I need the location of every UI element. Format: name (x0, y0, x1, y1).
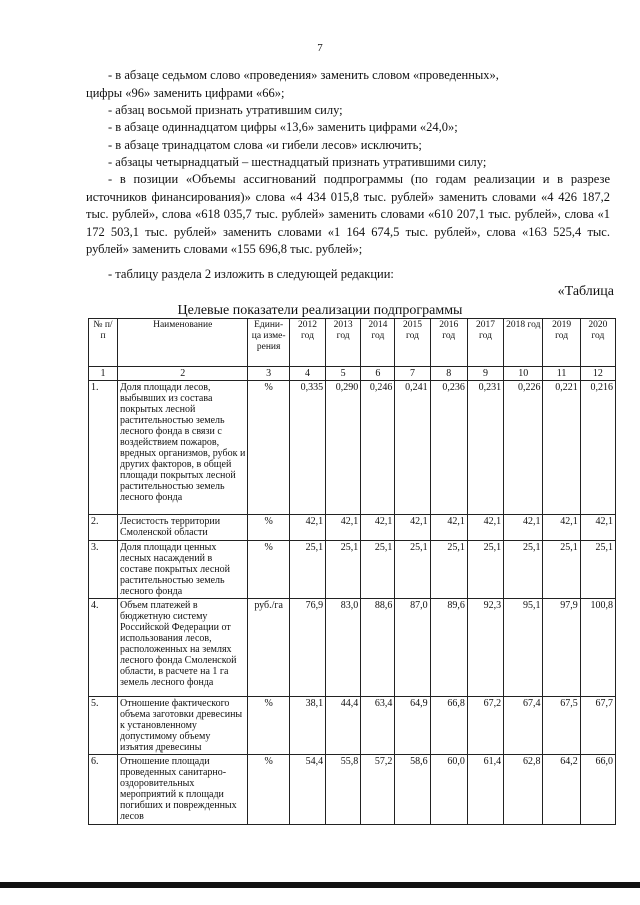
scan-edge-bar (0, 882, 640, 888)
row-name: Лесистость территории Смоленской области (117, 515, 247, 541)
row-value: 87,0 (395, 599, 430, 697)
row-value: 95,1 (504, 599, 543, 697)
paragraph-3: - в абзаце одиннадцатом цифры «13,6» заменить цифрами «24,0»; (108, 120, 458, 134)
row-value: 42,1 (289, 515, 325, 541)
row-value: 88,6 (361, 599, 395, 697)
header-year: 2013 год (326, 319, 361, 367)
col-number: 3 (248, 367, 289, 381)
indicators-table (88, 318, 616, 825)
page-number: 7 (317, 42, 323, 54)
row-value: 83,0 (326, 599, 361, 697)
row-value: 42,1 (430, 515, 467, 541)
col-number: 5 (326, 367, 361, 381)
row-value: 44,4 (326, 697, 361, 755)
row-unit: руб./га (248, 599, 289, 697)
row-value: 25,1 (395, 541, 430, 599)
header-num: № п/п (89, 319, 118, 367)
row-value: 66,8 (430, 697, 467, 755)
paragraph-1: - в абзаце седьмом слово «проведения» заменить словом «проведенных», (108, 68, 499, 82)
header-year: 2014 год (361, 319, 395, 367)
row-value: 100,8 (580, 599, 615, 697)
header-year: 2012 год (289, 319, 325, 367)
row-value: 67,5 (543, 697, 580, 755)
row-value: 54,4 (289, 755, 325, 825)
row-value: 25,1 (580, 541, 615, 599)
table-row (89, 381, 616, 515)
header-name: Наименование (117, 319, 247, 367)
row-value: 64,9 (395, 697, 430, 755)
row-value: 42,1 (326, 515, 361, 541)
row-value: 42,1 (543, 515, 580, 541)
row-value: 42,1 (467, 515, 503, 541)
header-year: 2019 год (543, 319, 580, 367)
row-name: Объем платежей в бюджетную систему Российской Федерации от использования лесов, расположенных на землях лесного фонда Смоленской области, в расчете на 1 га земель лесного фонда (117, 599, 247, 697)
col-number: 4 (289, 367, 325, 381)
row-value: 42,1 (580, 515, 615, 541)
header-year: 2018 год (504, 319, 543, 367)
table-row (89, 697, 616, 755)
col-number: 7 (395, 367, 430, 381)
row-value: 89,6 (430, 599, 467, 697)
row-value: 64,2 (543, 755, 580, 825)
row-num: 4. (89, 599, 118, 697)
row-value: 67,4 (504, 697, 543, 755)
row-value: 62,8 (504, 755, 543, 825)
row-value: 92,3 (467, 599, 503, 697)
row-value: 0,236 (430, 381, 467, 515)
row-num: 1. (89, 381, 118, 515)
paragraph-4: - в абзаце тринадцатом слова «и гибели лесов» исключить; (108, 138, 422, 152)
row-unit: % (248, 755, 289, 825)
row-value: 0,221 (543, 381, 580, 515)
row-value: 0,335 (289, 381, 325, 515)
row-value: 0,231 (467, 381, 503, 515)
table-row (89, 541, 616, 599)
row-name: Доля площади лесов, выбывших из состава покрытых лесной растительностью земель лесного фонда в связи с воздействием пожаров, вредных организмов, рубок и других факторов, в общей площади покрытых лесной растительностью земель лесного фонда (117, 381, 247, 515)
row-num: 5. (89, 697, 118, 755)
paragraph-7: - таблицу раздела 2 изложить в следующей редакции: (108, 267, 394, 281)
col-number: 10 (504, 367, 543, 381)
col-number: 2 (117, 367, 247, 381)
row-value: 58,6 (395, 755, 430, 825)
row-name: Отношение площади проведенных санитарно-оздоровительных мероприятий к площади погибших и поврежденных лесов (117, 755, 247, 825)
table-note: «Таблица (557, 284, 614, 299)
table-row (89, 755, 616, 825)
table-row (89, 599, 616, 697)
row-value: 76,9 (289, 599, 325, 697)
row-value: 0,216 (580, 381, 615, 515)
row-value: 66,0 (580, 755, 615, 825)
col-number: 1 (89, 367, 118, 381)
row-value: 97,9 (543, 599, 580, 697)
col-number: 12 (580, 367, 615, 381)
row-value: 57,2 (361, 755, 395, 825)
header-year: 2017 год (467, 319, 503, 367)
row-value: 0,226 (504, 381, 543, 515)
row-value: 67,2 (467, 697, 503, 755)
header-unit: Едини- ца изме- рения (248, 319, 289, 367)
row-value: 42,1 (361, 515, 395, 541)
row-value: 25,1 (543, 541, 580, 599)
row-num: 6. (89, 755, 118, 825)
col-number: 8 (430, 367, 467, 381)
header-year: 2016 год (430, 319, 467, 367)
column-number-row (89, 367, 616, 381)
row-value: 61,4 (467, 755, 503, 825)
row-value: 55,8 (326, 755, 361, 825)
col-number: 6 (361, 367, 395, 381)
row-value: 0,241 (395, 381, 430, 515)
row-num: 2. (89, 515, 118, 541)
paragraph-1-cont: цифры «96» заменить цифрами «66»; (86, 86, 285, 100)
row-value: 60,0 (430, 755, 467, 825)
row-unit: % (248, 697, 289, 755)
table-title: Целевые показатели реализации подпрограммы (177, 303, 463, 318)
row-value: 25,1 (504, 541, 543, 599)
col-number: 9 (467, 367, 503, 381)
table-row (89, 515, 616, 541)
row-value: 42,1 (395, 515, 430, 541)
row-value: 0,246 (361, 381, 395, 515)
row-value: 25,1 (289, 541, 325, 599)
row-value: 25,1 (430, 541, 467, 599)
paragraph-2: - абзац восьмой признать утратившим силу; (108, 103, 343, 117)
row-unit: % (248, 541, 289, 599)
paragraph-6: - в позиции «Объемы ассигнований подпрограммы (по годам реализации и в разрезе источников финансирования)» слова «4 434 015,8 тыс. рублей» заменить словами «4 426 187,2 тыс. рублей», слова «618 035,7 тыс. рублей» заменить словами «610 207,1 тыс. рублей», слова «1 172 503,1 тыс. рублей» заменить словами «1 164 674,5 тыс. рублей», слова «163 525,4 тыс. рублей» заменить словами «155 696,8 тыс. рублей»; (86, 172, 610, 256)
row-name: Доля площади ценных лесных насаждений в составе покрытых лесной растительностью земель лесного фонда (117, 541, 247, 599)
row-value: 38,1 (289, 697, 325, 755)
header-year: 2015 год (395, 319, 430, 367)
row-value: 25,1 (326, 541, 361, 599)
row-value: 42,1 (504, 515, 543, 541)
paragraph-5: - абзацы четырнадцатый – шестнадцатый признать утратившими силу; (108, 155, 487, 169)
row-value: 67,7 (580, 697, 615, 755)
row-unit: % (248, 381, 289, 515)
row-value: 25,1 (467, 541, 503, 599)
table-header-row (89, 319, 616, 367)
row-unit: % (248, 515, 289, 541)
row-value: 25,1 (361, 541, 395, 599)
header-year: 2020 год (580, 319, 615, 367)
row-value: 63,4 (361, 697, 395, 755)
row-num: 3. (89, 541, 118, 599)
col-number: 11 (543, 367, 580, 381)
row-value: 0,290 (326, 381, 361, 515)
row-name: Отношение фактического объема заготовки древесины к установленному допустимому объему изъятия древесины (117, 697, 247, 755)
